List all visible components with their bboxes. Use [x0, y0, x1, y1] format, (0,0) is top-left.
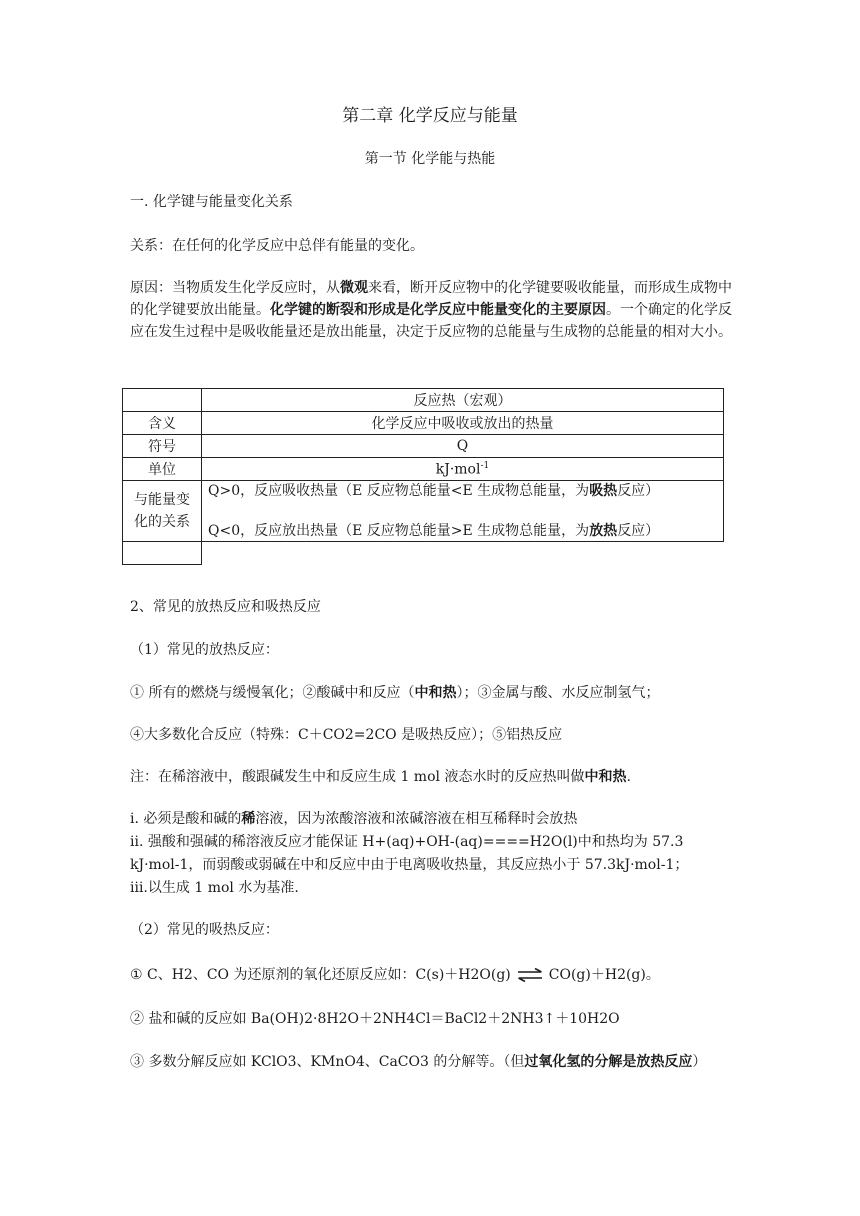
- endo-text: CO(g)＋H2(g)。: [548, 967, 660, 983]
- cause-text-2: 来看，断开反应物中的化学键要吸收能量，而形成生成物中的化学键要放出能量。: [130, 280, 732, 318]
- exothermic-line-1: [130, 683, 659, 703]
- section-title: 第一节 化学能与热能: [364, 151, 496, 167]
- row-label-unit: 单位: [123, 458, 202, 481]
- row-value-relation: [202, 481, 724, 542]
- endothermic-line-3: [130, 1052, 706, 1072]
- endo-bold: 过氧化氢的分解是放热反应: [524, 1054, 693, 1070]
- cause-text-1: 原因：当物质发生化学反应时，从: [130, 280, 340, 296]
- table-cell-empty: [123, 542, 202, 565]
- relation-text: 反应）: [617, 483, 660, 499]
- relation-line-exothermic: [208, 521, 717, 541]
- point-text: ⅰ. 必须是酸和碱的: [130, 811, 242, 827]
- relation-bold: 放热: [589, 523, 618, 539]
- unit-superscript: -1: [480, 460, 490, 471]
- point-bold: 稀: [241, 811, 256, 827]
- heading-exo-endo: 2、常见的放热反应和吸热反应: [130, 599, 321, 615]
- relation-text: Q>0，反应吸收热量（E 反应物总能量<E 生成物总能量，为: [208, 483, 590, 499]
- relation-text: Q<0，反应放出热量（E 反应物总能量>E 生成物总能量，为: [208, 523, 590, 539]
- reaction-heat-table: [122, 388, 724, 565]
- chapter-title: 第二章 化学反应与能量: [342, 106, 518, 126]
- point-text: 溶液，因为浓酸溶液和浓碱溶液在相互稀释时会放热: [255, 811, 578, 827]
- point-i: [130, 809, 577, 829]
- point-iii: ⅲ.以生成 1 mol 水为基准.: [130, 880, 299, 896]
- endothermic-line-2: ② 盐和碱的反应如 Ba(OH)2·8H2O＋2NH4Cl＝BaCl2＋2NH3↑＋10H2O: [130, 1011, 620, 1027]
- point-ii-line-1: ⅱ. 强酸和强碱的稀溶液反应才能保证 H+(aq)+OH-(aq)====H2O(l)中和热均为 57.3: [130, 834, 684, 850]
- point-ii-line-2: kJ·mol-1，而弱酸或弱碱在中和反应中由于电离吸收热量，其反应热小于 57.3kJ·mol-1；: [130, 857, 689, 873]
- endo-text: ）: [692, 1054, 707, 1070]
- row-label-relation: 与能量变化的关系: [123, 481, 202, 542]
- unit-main: kJ·mol: [435, 461, 481, 478]
- table-row: [123, 389, 724, 412]
- cause-bold-1: 微观: [340, 280, 368, 296]
- table-row: [123, 458, 724, 481]
- row-value-unit: [202, 458, 724, 481]
- cause-paragraph: [130, 277, 732, 343]
- note-bold: 中和热: [584, 769, 627, 785]
- endothermic-title: （2）常见的吸热反应：: [130, 922, 279, 938]
- table-row: [123, 412, 724, 435]
- cause-text-3: 。一个确定的化学反应在发生过程中是吸收能量还是放出能量，决定于反应物的总能量与生成物的总能量的相对大小。: [130, 302, 732, 340]
- row-value-meaning: 化学反应中吸收或放出的热量: [202, 412, 724, 435]
- table-row: [123, 481, 724, 542]
- endothermic-line-1: [130, 964, 660, 986]
- relation-line: 关系：在任何的化学反应中总伴有能量的变化。: [130, 238, 424, 254]
- neutralization-note: [130, 767, 631, 787]
- table-header-cell: 反应热（宏观）: [202, 389, 724, 412]
- note-text: .: [626, 769, 631, 785]
- exothermic-line-2: ④大多数化合反应（特殊：C＋CO2=2CO 是吸热反应）；⑤铝热反应: [130, 727, 563, 743]
- exo-bold: 中和热: [414, 685, 457, 701]
- exothermic-title: （1）常见的放热反应：: [130, 642, 279, 658]
- note-text: 注：在稀溶液中，酸跟碱发生中和反应生成 1 mol 液态水时的反应热叫做: [130, 769, 585, 785]
- exo-text: ① 所有的燃烧与缓慢氧化；②酸碱中和反应（: [130, 685, 415, 701]
- heading-bond-energy: 一. 化学键与能量变化关系: [130, 194, 293, 210]
- relation-text: 反应）: [617, 523, 660, 539]
- table-cell-empty: [123, 389, 202, 412]
- relation-bold: 吸热: [589, 483, 618, 499]
- endo-text: ① C、H2、CO 为还原剂的氧化还原反应如：C(s)＋H2O(g): [130, 967, 511, 983]
- equilibrium-arrows-icon: [517, 968, 543, 982]
- relation-line-endothermic: [208, 481, 717, 501]
- exo-text: ）；③金属与酸、水反应制氢气；: [456, 685, 660, 701]
- row-label-symbol: 符号: [123, 435, 202, 458]
- endo-text: ③ 多数分解反应如 KClO3、KMnO4、CaCO3 的分解等。（但: [130, 1054, 525, 1070]
- cause-bold-2: 化学键的断裂和形成是化学反应中能量变化的主要原因: [270, 302, 606, 318]
- table-row: [123, 542, 724, 565]
- table-row: [123, 435, 724, 458]
- row-label-meaning: 含义: [123, 412, 202, 435]
- row-value-symbol: Q: [202, 435, 724, 458]
- table-cell-blank: [202, 542, 724, 565]
